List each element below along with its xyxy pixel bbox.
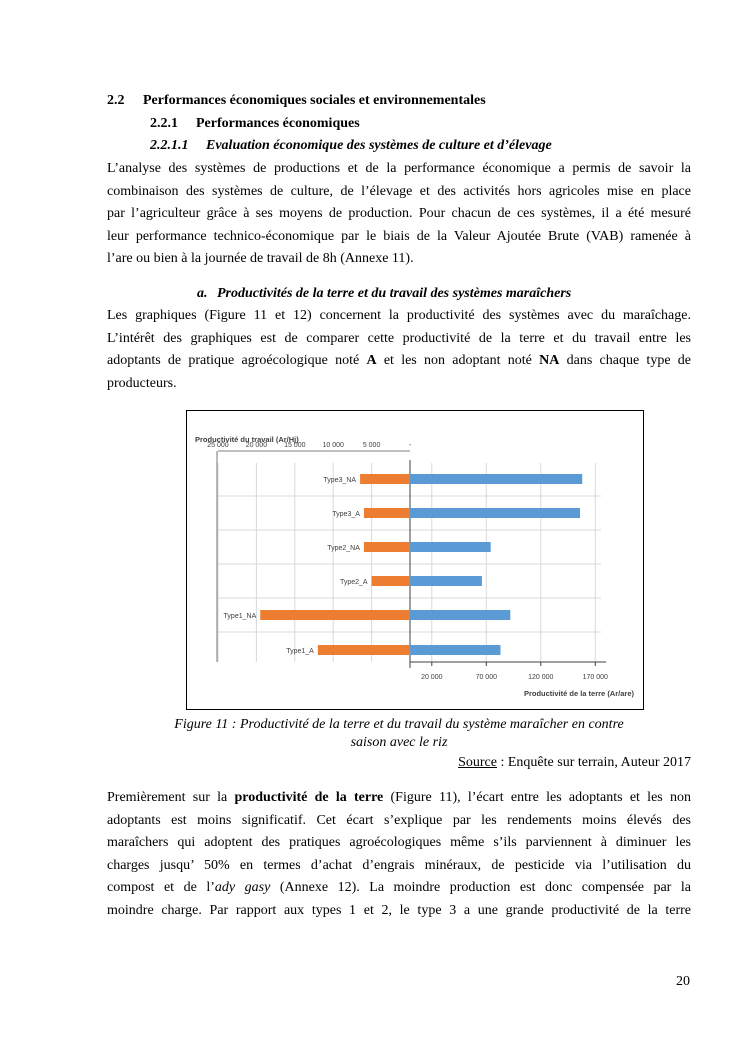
bar-labor-type2-a [372,576,410,586]
bar-labor-type3-na [360,474,410,484]
bar-labor-type1-na [260,610,410,620]
category-label: Type2_NA [327,545,360,552]
text-run: compost et de l’ [107,880,215,896]
left-axis-tick-label: - [408,442,412,449]
heading-number: 2.2.1 [150,116,178,131]
bar-land-type3-a [410,508,580,518]
text-run: et les non adoptant noté [376,353,540,369]
bar-labor-type1-a [318,645,410,655]
bottom-axis-tick-label: 170 000 [582,674,608,681]
text-line [107,787,691,810]
bottom-axis-tick-label: 70 000 [475,674,498,681]
heading-2-2 [107,93,486,109]
text-run: Premièrement sur la [107,790,235,805]
bottom-axis-title: Productivité de la terre (Ar/are) [523,689,634,698]
heading-number: 2.2.1.1 [150,138,189,153]
subheading-a [197,286,571,302]
left-axis-tick-label: 25 000 [207,442,229,449]
heading-2-2-1-1 [150,138,552,154]
caption-line: saison avec le riz [350,735,448,750]
figure-11-chart [186,410,644,710]
heading-text: Evaluation économique des systèmes de culture et d’élevage [206,138,552,153]
bottom-axis-tick-label: 20 000 [421,674,443,681]
heading-2-2-1 [150,116,360,132]
text-line: Les graphiques (Figure 11 et 12) concernent la productivité des systèmes avec du maraîchage. [107,308,691,323]
figure-source [458,755,691,771]
heading-text: Performances économiques sociales et environnementales [143,93,486,108]
paragraph-land-productivity [107,787,691,923]
category-label: Type1_A [286,648,314,655]
left-axis-tick-label: 10 000 [322,442,344,449]
left-axis-tick-label: 15 000 [284,442,306,449]
text-line: moindre charge. Par rapport aux types 1 et 2, le type 3 a une grande productivité de la terre [107,902,691,918]
caption-line: Figure 11 : Productivité de la terre et du travail du système maraîcher en contre [174,717,624,732]
text-run: adoptants de pratique agroécologique noté [107,353,367,369]
label-non-adopter: NA [539,353,560,369]
text-run: dans chaque type de [559,353,692,369]
text-run: (Figure 11), l’écart entre les adoptants et les non [383,790,691,805]
left-axis-tick-label: 20 000 [245,442,268,449]
bar-land-type3-na [410,474,582,484]
figure-caption [107,716,691,752]
source-text: : Enquête sur terrain, Auteur 2017 [496,755,691,770]
page-number: 20 [676,974,690,989]
bar-land-type1-a [410,645,500,655]
subheading-letter: a. [197,286,208,301]
heading-text: Performances économiques [196,116,360,131]
text-line: L’intérêt des graphiques est de comparer cette productivité de la terre et du travail entre les [107,330,691,346]
text-line: leur performance technico-économique par le biais de la Valeur Ajoutée Brute (VAB) ramenée à [107,228,691,244]
paragraph-graphs [107,305,691,395]
text-line: l’are ou bien à la journée de travail de 8h (Annexe 11). [107,251,414,267]
paragraph-intro [107,158,691,271]
italic-term: ady gasy [214,880,271,896]
left-axis-tick-label: 5 000 [362,442,381,449]
text-line: adoptants est moins significatif. Cet écart s’explique par les rendements moins élevés des [107,812,691,828]
text-line: maraîchers qui adoptent des pratiques agroécologiques même s’ils parviennent à diminuer les [107,835,691,851]
bar-labor-type3-a [364,508,410,518]
subheading-text: Productivités de la terre et du travail des systèmes maraîchers [217,286,572,301]
text-line: charges jusqu’ 50% en termes d’achat d’engrais minéraux, de pesticide via l’utilisation du [107,857,691,873]
text-line [107,350,691,373]
bold-term: productivité de la terre [234,790,384,805]
heading-number: 2.2 [107,93,125,108]
left-axis-title: Productivité du travail (Ar/Hj) [195,435,299,444]
text-line: producteurs. [107,375,177,391]
category-label: Type3_A [332,511,360,518]
category-label: Type2_A [339,579,368,586]
bar-land-type1-na [410,610,510,620]
label-adopter: A [366,353,377,369]
source-label: Source [458,755,497,770]
bottom-axis-tick-label: 120 000 [528,674,554,681]
category-label: Type1_NA [223,613,257,620]
bar-land-type2-a [410,576,482,586]
text-line [107,877,691,900]
category-label: Type3_NA [323,477,357,484]
text-run: (Annexe 12). La moindre production est donc compensée par la [270,880,691,896]
text-line: L’analyse des systèmes de productions et de la performance économique a permis de savoir la [107,161,691,176]
text-line: par l’agriculteur grâce à ses moyens de production. Pour chacun de ces systèmes, il a été mesuré [107,206,691,222]
bar-land-type2-na [410,542,491,552]
chart-svg [187,411,643,709]
text-line: combinaison des systèmes de culture, de l’élevage et des activités hors agricoles mise en place [107,183,691,199]
bar-labor-type2-na [364,542,410,552]
